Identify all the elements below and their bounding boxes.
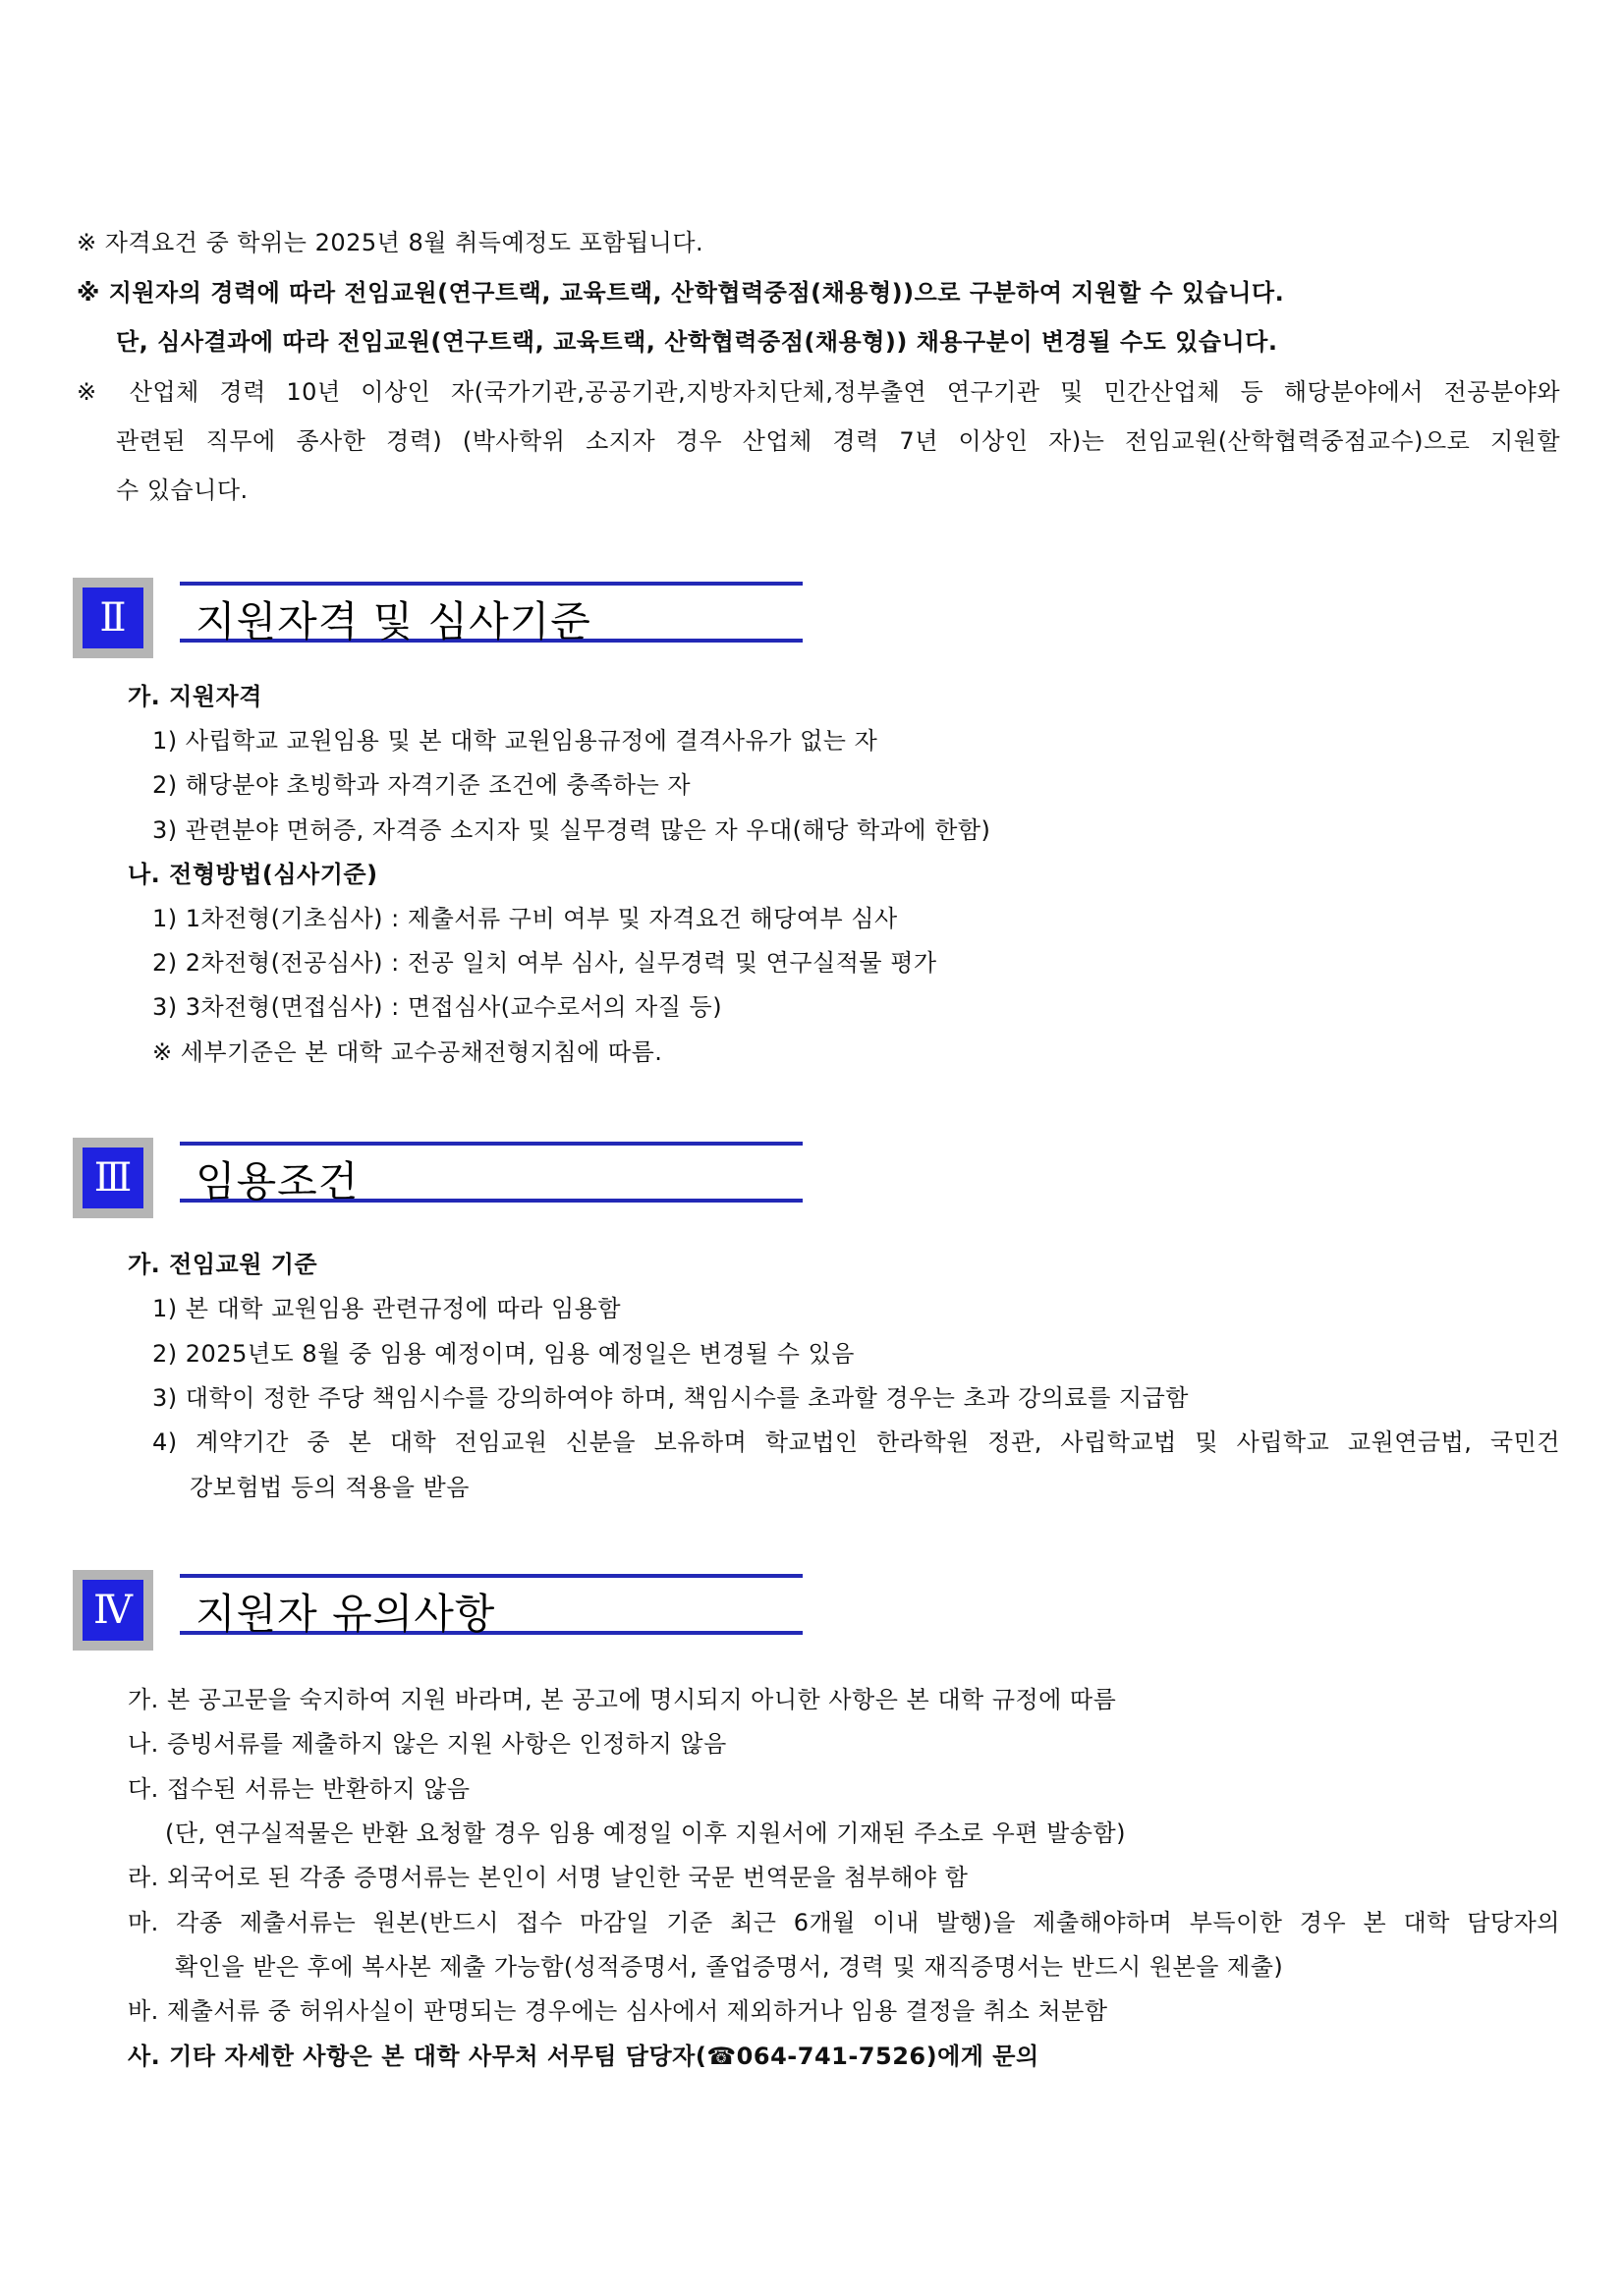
section-2-a-item-2: 2) 해당분야 초빙학과 자격기준 조건에 충족하는 자 [152, 771, 692, 799]
section-2-b-item-3: 3) 3차전형(면접심사) : 면접심사(교수로서의 자질 등) [152, 993, 723, 1021]
section-4-item-ma-cont: 확인을 받은 후에 복사본 제출 가능함(성적증명서, 졸업증명서, 경력 및 재직증명서는 반드시 원본을 제출) [175, 1953, 1284, 1981]
section-3-badge [73, 1138, 153, 1218]
section-2-title: 지원자격 및 심사기준 [196, 597, 591, 645]
section-3-a-item-1: 1) 본 대학 교원임용 관련규정에 따라 임용함 [152, 1295, 622, 1322]
section-4-item-ga: 가. 본 공고문을 숙지하여 지원 바라며, 본 공고에 명시되지 아니한 사항은 본 대학 규정에 따름 [128, 1686, 1117, 1713]
section-2-number: Ⅱ [83, 588, 143, 648]
section-3-a-item-2: 2) 2025년도 8월 중 임용 예정이며, 임용 예정일은 변경될 수 있음 [152, 1340, 855, 1368]
section-4-item-ma: 마. 각종 제출서류는 원본(반드시 접수 마감일 기준 최근 6개월 이내 발행)을 제출해야하며 부득이한 경우 본 대학 담당자의 [128, 1909, 1560, 1936]
note-degree: ※ 자격요건 중 학위는 2025년 8월 취득예정도 포함됩니다. [77, 229, 704, 256]
note-track: ※ 지원자의 경력에 따라 전임교원(연구트랙, 교육트랙, 산학협력중점(채용형))으로 구분하여 지원할 수 있습니다. [77, 279, 1285, 307]
section-4-item-da: 다. 접수된 서류는 반환하지 않음 [128, 1775, 471, 1803]
section-2-a-item-1: 1) 사립학교 교원임용 및 본 대학 교원임용규정에 결격사유가 없는 자 [152, 727, 878, 755]
section-4-title: 지원자 유의사항 [196, 1590, 496, 1638]
section-3-a-heading: 가. 전임교원 기준 [128, 1251, 318, 1278]
note-industry-2: 관련된 직무에 종사한 경력) (박사학위 소지자 경우 산업체 경력 7년 이상인 자)는 전임교원(산학협력중점교수)으로 지원할 [116, 427, 1560, 455]
section-4-item-da-note: (단, 연구실적물은 반환 요청할 경우 임용 예정일 이후 지원서에 기재된 주소로 우편 발송함) [165, 1820, 1127, 1847]
section-2-b-heading: 나. 전형방법(심사기준) [128, 861, 378, 888]
section-3-a-item-3: 3) 대학이 정한 주당 책임시수를 강의하여야 하며, 책임시수를 초과할 경우는 초과 강의료를 지급함 [152, 1384, 1189, 1412]
section-2-b-item-1: 1) 1차전형(기초심사) : 제출서류 구비 여부 및 자격요건 해당여부 심사 [152, 905, 898, 932]
section-4-item-ba: 바. 제출서류 중 허위사실이 판명되는 경우에는 심사에서 제외하거나 임용 결정을 취소 처분함 [128, 1997, 1108, 2025]
section-4-header [180, 1574, 803, 1638]
section-2-b-item-2: 2) 2차전형(전공심사) : 전공 일치 여부 심사, 실무경력 및 연구실적물 평가 [152, 949, 937, 977]
section-2-a-item-3: 3) 관련분야 면허증, 자격증 소지자 및 실무경력 많은 자 우대(해당 학과에 한함) [152, 816, 991, 844]
section-3-number: Ⅲ [83, 1148, 143, 1208]
section-4-number: Ⅳ [83, 1580, 143, 1641]
section-3-header [180, 1142, 803, 1203]
section-3-a-item-4-cont: 강보험법 등의 적용을 받음 [190, 1474, 470, 1501]
section-4-badge [73, 1570, 153, 1651]
section-2-a-heading: 가. 지원자격 [128, 683, 262, 710]
section-3-title: 임용조건 [196, 1157, 360, 1205]
section-3-a-item-4: 4) 계약기간 중 본 대학 전임교원 신분을 보유하며 학교법인 한라학원 정관, 사립학교법 및 사립학교 교원연금법, 국민건 [152, 1428, 1560, 1456]
section-4-item-sa: 사. 기타 자세한 사항은 본 대학 사무처 서무팀 담당자(☎064-741-7526)에게 문의 [128, 2043, 1039, 2070]
section-4-item-ra: 라. 외국어로 된 각종 증명서류는 본인이 서명 날인한 국문 번역문을 첨부해야 함 [128, 1864, 969, 1891]
section-2-badge [73, 578, 153, 658]
note-industry-1: ※ 산업체 경력 10년 이상인 자(국가기관,공공기관,지방자치단체,정부출연 연구기관 및 민간산업체 등 해당분야에서 전공분야와 [77, 378, 1560, 406]
section-4-item-na: 나. 증빙서류를 제출하지 않은 지원 사항은 인정하지 않음 [128, 1730, 727, 1758]
note-track-change: 단, 심사결과에 따라 전임교원(연구트랙, 교육트랙, 산학협력중점(채용형)) 채용구분이 변경될 수도 있습니다. [116, 328, 1278, 356]
section-2-b-note: ※ 세부기준은 본 대학 교수공채전형지침에 따름. [152, 1038, 663, 1066]
note-industry-3: 수 있습니다. [116, 476, 249, 504]
section-2-header [180, 582, 803, 643]
